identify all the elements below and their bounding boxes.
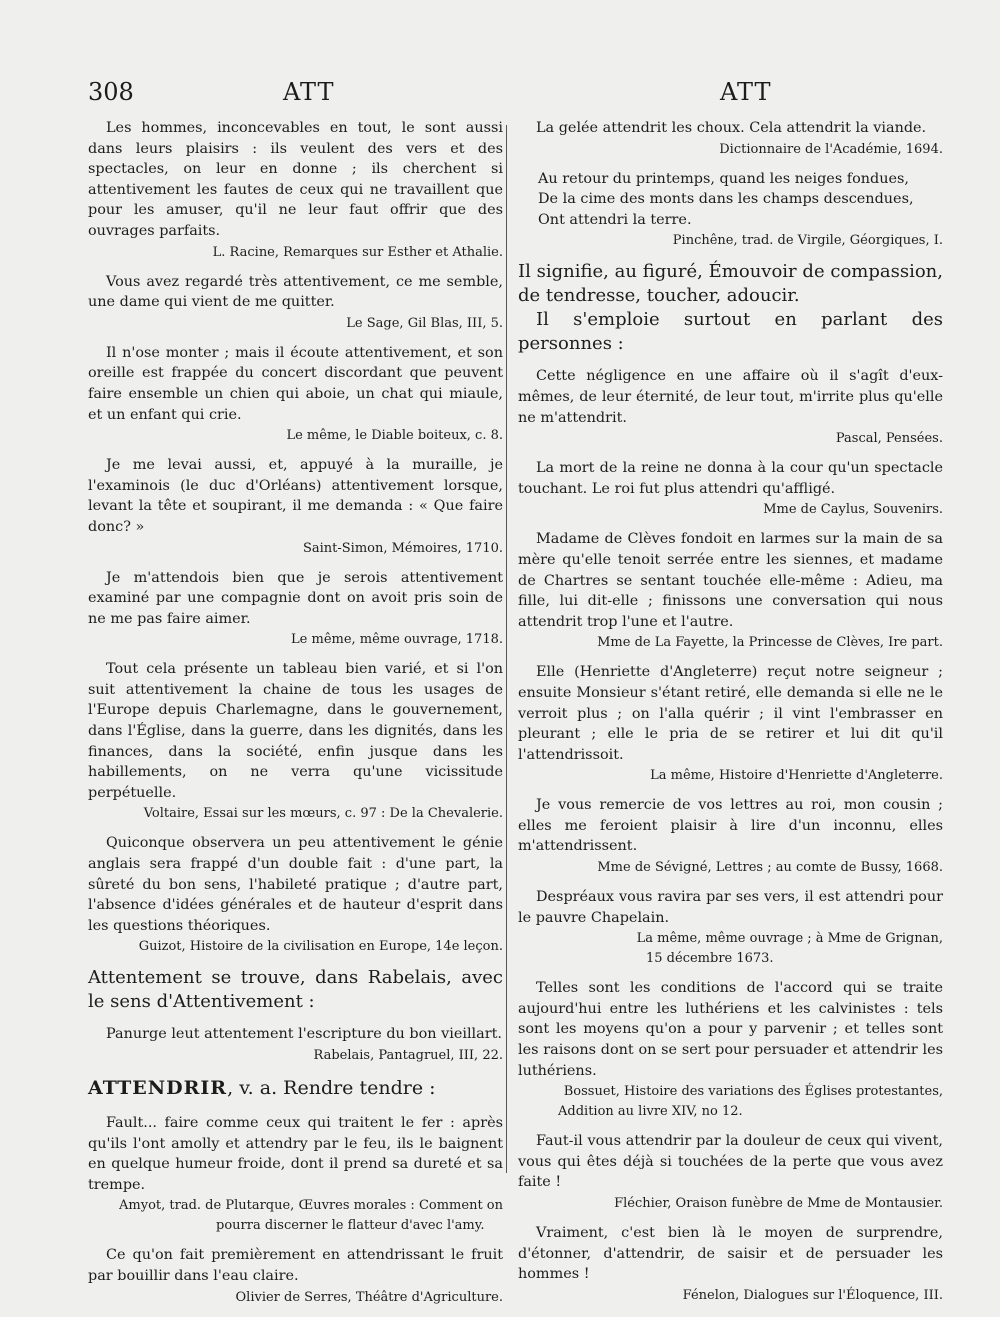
usage-note-text: Il s'emploie surtout en parlant des personnes : <box>518 309 943 355</box>
quotation: Ce qu'on fait premièrement en attendrissant le fruit par bouillir dans l'eau claire. <box>88 1247 503 1284</box>
citation: Dictionnaire de l'Académie, 1694. <box>719 141 943 157</box>
quotation: La gelée attendrit les choux. Cela attendrit la viande. <box>536 120 927 136</box>
quotation: La mort de la reine ne donna à la cour qu'un spectacle touchant. Le roi fut plus attendri qu'affligé. <box>518 460 943 497</box>
citation: Mme de La Fayette, la Princesse de Clèves, Ire part. <box>597 635 943 651</box>
right-column <box>518 118 943 1315</box>
quotation: Les hommes, inconcevables en tout, le sont aussi dans leurs plaisirs : ils veulent des vers et des spectacles, on leur en donne ; ils cherchent si attentivement les fautes de ceux qui ne travaillent que pour les amuser, qu'il ne leur faut offrir que des ouvrages parfaits. <box>88 120 503 239</box>
running-head-left: ATT <box>283 78 335 106</box>
usage-note <box>88 966 503 1014</box>
verse-quotation <box>518 169 943 231</box>
quotation: Je me levai aussi, et, appuyé à la muraille, je l'examinois (le duc d'Orléans) attentivement lorsque, levant la tête et soupirant, il me demanda : « Que faire donc? » <box>88 457 503 535</box>
quotation: Je m'attendois bien que je serois attentivement examiné par une compagnie dont on avoit pris soin de ne me pas faire aimer. <box>88 569 503 627</box>
left-column <box>88 118 503 1317</box>
quotation: Vraiment, c'est bien là le moyen de surprendre, d'étonner, d'attendrir, de saisir et de persuader les hommes ! <box>518 1225 943 1283</box>
verse-line: De la cime des monts dans les champs descendues, <box>538 191 914 208</box>
citation: Bossuet, Histoire des variations des Églises protestantes, <box>563 1084 943 1100</box>
citation: Fléchier, Oraison funèbre de Mme de Montausier. <box>614 1196 943 1211</box>
citation: Mme de Caylus, Souvenirs. <box>763 502 943 518</box>
citation-continued: Addition au livre XIV, no 12. <box>558 1104 743 1120</box>
citation: Le même, le Diable boiteux, c. 8. <box>286 428 503 444</box>
entry-definition: , v. a. Rendre tendre : <box>227 1077 436 1099</box>
citation: Olivier de Serres, Théâtre d'Agriculture. <box>235 1289 503 1305</box>
figurative-definition: Il signifie, au figuré, Émouvoir de compassion, de tendresse, toucher, adoucir. <box>518 261 943 307</box>
citation-continued: pourra discerner le flatteur d'avec l'amy. <box>216 1218 485 1234</box>
verse-line: Au retour du printemps, quand les neiges fondues, <box>538 170 909 187</box>
citation: Le Sage, Gil Blas, III, 5. <box>346 315 503 331</box>
quotation: Tout cela présente un tableau bien varié, et si l'on suit attentivement la chaine de tous les usages de l'Europe depuis Charlemagne, dans le gouvernement, dans l'Église, dans la guerre, dans les dignités, dans les finances, dans la société, enfin jusque dans les habillements, on ne verra qu'une vicissitude perpétuelle. <box>88 661 503 801</box>
quotation: Je vous remercie de vos lettres au roi, mon cousin ; elles me feroient plaisir à lire d'un inconnu, elles m'attendrissent. <box>518 797 943 855</box>
figurative-sense <box>518 260 943 356</box>
quotation: Fault... faire comme ceux qui traitent le fer : après qu'ils l'ont amolly et attendry par le feu, ils le baignent en quelque humeur froide, dont il prend sa dureté et sa trempe. <box>88 1115 503 1193</box>
citation: Pinchêne, trad. de Virgile, Géorgiques, I. <box>672 233 943 249</box>
citation-continued: 15 décembre 1673. <box>646 951 774 967</box>
quotation: Il n'ose monter ; mais il écoute attentivement, et son oreille est frappée du concert discordant que peuvent faire ensemble un chien qui aboie, un chat qui miaule, et un enfant qui crie. <box>88 344 503 423</box>
citation: Voltaire, Essai sur les mœurs, c. 97 : De la Chevalerie. <box>143 806 503 822</box>
citation: L. Racine, Remarques sur Esther et Athalie. <box>212 244 503 260</box>
quotation: Despréaux vous ravira par ses vers, il est attendri pour le pauvre Chapelain. <box>518 889 943 926</box>
headword: ATTENDRIR <box>88 1077 228 1099</box>
page-number: 308 <box>88 78 134 106</box>
quotation: Telles sont les conditions de l'accord qui se traite aujourd'hui entre les luthériens et les calvinistes : tels sont les moyens qu'on a pour y parvenir ; et telles sont les raisons dont on se sert pour persuader et attendrir les luthériens. <box>518 980 943 1079</box>
citation: Amyot, trad. de Plutarque, Œuvres morales : Comment on <box>119 1198 503 1214</box>
quotation: Cette négligence en une affaire où il s'agît d'eux-mêmes, de leur éternité, de leur tout, m'irrite plus qu'elle ne m'attendrit. <box>518 368 943 426</box>
quotation: Madame de Clèves fondoit en larmes sur la main de sa mère qu'elle tenoit serrée entre les siennes, et madame de Chartres se sentant touchée elle-même : Adieu, ma fille, lui dit-elle ; finissons une conversation qui nous attendrit trop l'une et l'autre. <box>518 531 943 630</box>
citation: Mme de Sévigné, Lettres ; au comte de Bussy, 1668. <box>597 860 943 876</box>
citation: Rabelais, Pantagruel, III, 22. <box>313 1048 503 1063</box>
citation: Fénelon, Dialogues sur l'Éloquence, III. <box>682 1287 943 1303</box>
column-divider <box>506 125 507 1173</box>
usage-note-text: Attentement se trouve, dans Rabelais, avec le sens d'Attentivement : <box>88 967 503 1013</box>
quotation: Faut-il vous attendrir par la douleur de ceux qui vivent, vous qui êtes déjà si touchées de la perte que vous avez faite ! <box>518 1133 943 1191</box>
citation: La même, Histoire d'Henriette d'Angleterre. <box>650 768 943 784</box>
citation: Le même, même ouvrage, 1718. <box>291 632 503 648</box>
citation: Guizot, Histoire de la civilisation en Europe, 14e leçon. <box>138 939 503 955</box>
quotation: Quiconque observera un peu attentivement le génie anglais sera frappé d'un double fait : d'une part, la sûreté du bon sens, l'habileté pratique ; d'autre part, l'absence d'idées générales et de hauteur d'esprit dans les questions théoriques. <box>88 835 503 934</box>
quotation: Vous avez regardé très attentivement, ce me semble, une dame qui vient de me quitter. <box>88 273 503 311</box>
verse-line: Ont attendri la terre. <box>538 211 692 228</box>
citation: La même, même ouvrage ; à Mme de Grignan, <box>636 931 943 947</box>
citation: Pascal, Pensées. <box>835 431 943 447</box>
running-head-right: ATT <box>720 78 772 106</box>
entry-heading <box>88 1075 503 1101</box>
citation: Saint-Simon, Mémoires, 1710. <box>302 540 503 556</box>
quotation: Panurge leut attentement l'escripture du bon vieillart. <box>106 1026 502 1043</box>
quotation: Elle (Henriette d'Angleterre) reçut notre seigneur ; ensuite Monsieur s'étant retiré, elle demanda si elle ne le verroit plus ; on l'alla quérir ; il vint l'embrasser en pleurant ; elle le pria de se retirer et lui dit qu'il l'attendrissoit. <box>518 664 943 763</box>
